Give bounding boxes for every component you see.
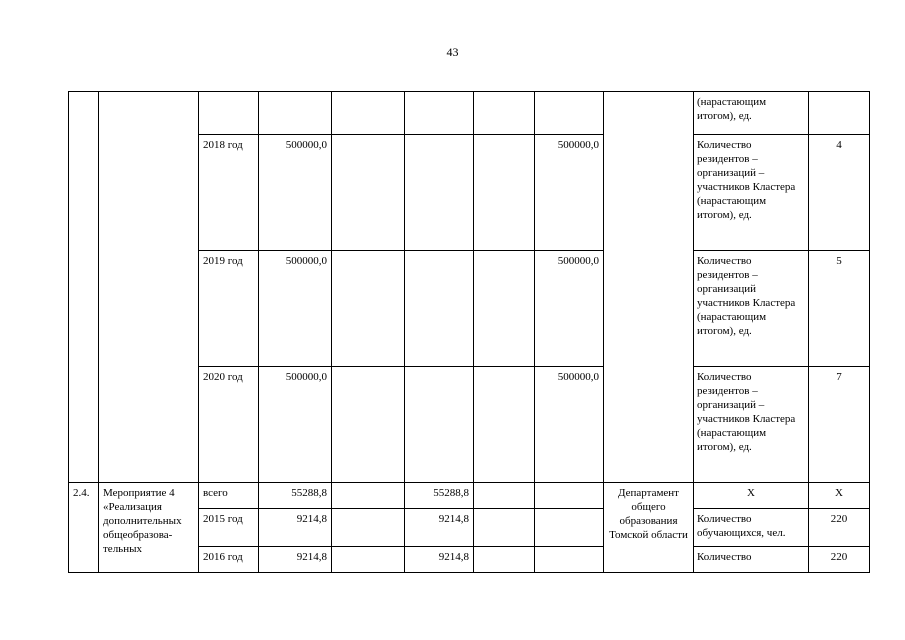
- cell-regional: [405, 135, 474, 251]
- cell-total: 9214,8: [259, 509, 332, 547]
- cell-extrabudget: [535, 509, 604, 547]
- cell-year: 2015 год: [199, 509, 259, 547]
- table-row: [69, 92, 870, 135]
- cell-regional: 9214,8: [405, 509, 474, 547]
- cell-federal: [332, 509, 405, 547]
- cell-federal: [332, 92, 405, 135]
- cell-federal: [332, 483, 405, 509]
- cell-value: 7: [809, 367, 870, 483]
- cell-municipal: [474, 483, 535, 509]
- cell-indicator: Количество резидентов – организаций участников Кластера (нарастающим итогом), ед.: [694, 251, 809, 367]
- cell-indicator: (нарастающим итогом), ед.: [694, 92, 809, 135]
- cell-value: 220: [809, 547, 870, 573]
- cell-executor: Департамент общего образования Томской области: [604, 483, 694, 573]
- cell-total: [259, 92, 332, 135]
- cell-indicator: Количество обучающихся, чел.: [694, 509, 809, 547]
- cell-federal: [332, 135, 405, 251]
- cell-total: 500000,0: [259, 135, 332, 251]
- cell-year: 2016 год: [199, 547, 259, 573]
- cell-value: 5: [809, 251, 870, 367]
- cell-number: [69, 92, 99, 483]
- cell-extrabudget: 500000,0: [535, 367, 604, 483]
- cell-federal: [332, 367, 405, 483]
- cell-year: [199, 92, 259, 135]
- cell-regional: [405, 251, 474, 367]
- cell-municipal: [474, 367, 535, 483]
- cell-federal: [332, 251, 405, 367]
- cell-municipal: [474, 547, 535, 573]
- program-table: [68, 91, 870, 573]
- cell-value: 220: [809, 509, 870, 547]
- page-number: 43: [446, 45, 459, 59]
- cell-federal: [332, 547, 405, 573]
- cell-year: всего: [199, 483, 259, 509]
- cell-regional: 9214,8: [405, 547, 474, 573]
- table-row: [69, 483, 870, 509]
- cell-year: 2019 год: [199, 251, 259, 367]
- cell-extrabudget: [535, 483, 604, 509]
- cell-value: 4: [809, 135, 870, 251]
- cell-municipal: [474, 251, 535, 367]
- cell-indicator: Количество: [694, 547, 809, 573]
- cell-name: Мероприятие 4 «Реализация дополнительных общеобразова-тельных: [99, 483, 199, 573]
- cell-value: X: [809, 483, 870, 509]
- cell-municipal: [474, 509, 535, 547]
- cell-regional: [405, 367, 474, 483]
- cell-total: 500000,0: [259, 251, 332, 367]
- cell-executor: [604, 92, 694, 483]
- cell-indicator: X: [694, 483, 809, 509]
- cell-municipal: [474, 135, 535, 251]
- cell-value: [809, 92, 870, 135]
- cell-year: 2020 год: [199, 367, 259, 483]
- cell-total: 55288,8: [259, 483, 332, 509]
- cell-name: [99, 92, 199, 483]
- cell-regional: 55288,8: [405, 483, 474, 509]
- cell-total: 500000,0: [259, 367, 332, 483]
- cell-total: 9214,8: [259, 547, 332, 573]
- cell-extrabudget: 500000,0: [535, 135, 604, 251]
- cell-municipal: [474, 92, 535, 135]
- cell-year: 2018 год: [199, 135, 259, 251]
- cell-indicator: Количество резидентов – организаций – участников Кластера (нарастающим итогом), ед.: [694, 367, 809, 483]
- cell-regional: [405, 92, 474, 135]
- cell-number: 2.4.: [69, 483, 99, 573]
- cell-extrabudget: [535, 92, 604, 135]
- cell-extrabudget: [535, 547, 604, 573]
- cell-indicator: Количество резидентов – организаций – участников Кластера (нарастающим итогом), ед.: [694, 135, 809, 251]
- cell-extrabudget: 500000,0: [535, 251, 604, 367]
